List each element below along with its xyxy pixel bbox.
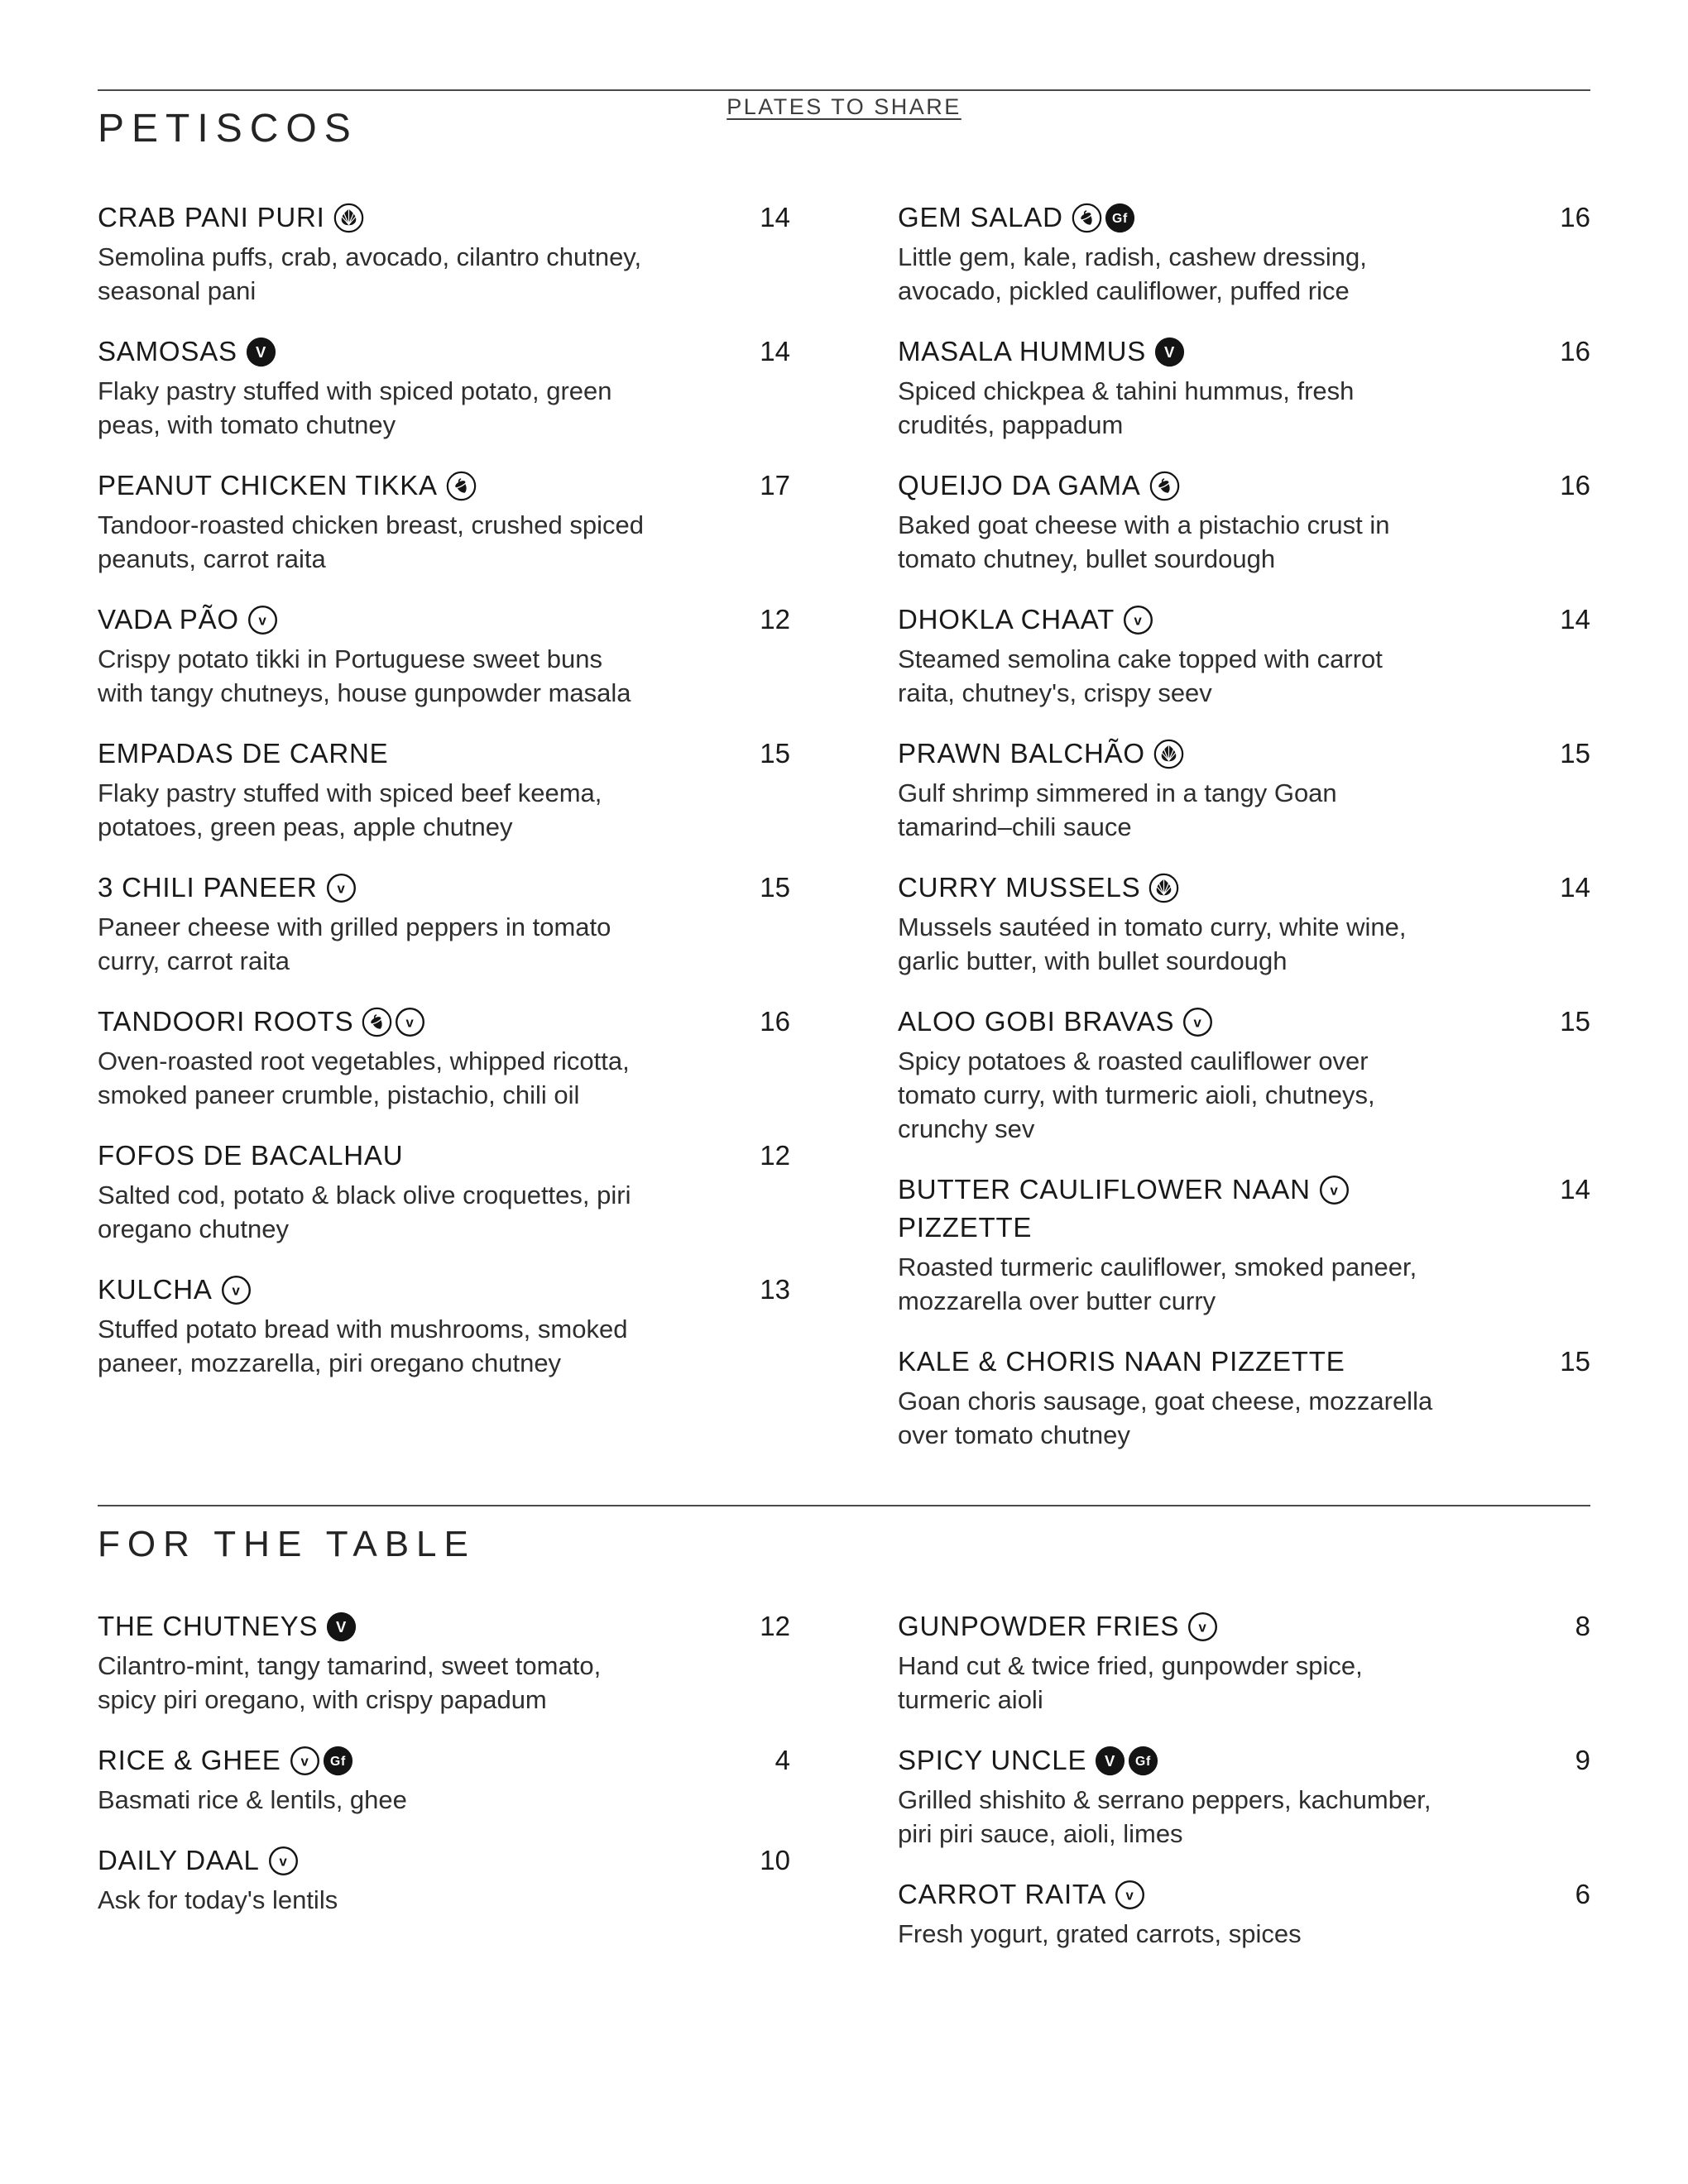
item-price: 15 [760, 872, 790, 903]
svg-text:V: V [1164, 342, 1176, 361]
menu-item [898, 1343, 1590, 1452]
item-price: 17 [760, 470, 790, 500]
item-name: GUNPOWDER FRIES [898, 1611, 1180, 1641]
shellfish-icon [333, 203, 364, 233]
menu-item [98, 1607, 790, 1717]
item-description: Tandoor-roasted chicken breast, crushed spiced peanuts, carrot raita [98, 510, 644, 573]
menu-item [98, 1003, 790, 1112]
menu-item [98, 601, 790, 710]
vegetarian-outline-icon [290, 1746, 320, 1776]
item-price: 6 [1575, 1879, 1590, 1909]
item-icons [1063, 202, 1135, 232]
petiscos-column-right [898, 199, 1590, 1452]
menu-item [98, 1271, 790, 1380]
svg-text:v: v [1330, 1182, 1339, 1199]
nut-icon [446, 471, 477, 501]
item-icons [1140, 872, 1179, 903]
item-icons [318, 872, 357, 903]
menu-item [98, 1842, 790, 1917]
item-description: Steamed semolina cake topped with carrot raita, chutney's, crispy seev [898, 644, 1383, 707]
item-icons [1174, 1006, 1213, 1037]
item-icons [1179, 1611, 1218, 1641]
item-icons [353, 1006, 425, 1037]
petiscos-column-left [98, 199, 790, 1452]
item-icons [325, 202, 364, 232]
vegetarian-outline-icon [1187, 1612, 1218, 1642]
item-name: MASALA HUMMUS [898, 336, 1147, 366]
menu-item [898, 735, 1590, 844]
item-icons [239, 604, 278, 635]
svg-text:v: v [300, 1753, 309, 1770]
shellfish-icon [1153, 739, 1184, 769]
item-price: 14 [1560, 872, 1590, 903]
item-description: Flaky pastry stuffed with spiced potato, green peas, with tomato chutney [98, 376, 612, 439]
item-description: Salted cod, potato & black olive croquettes, piri oregano chutney [98, 1181, 631, 1243]
item-price: 16 [1560, 336, 1590, 366]
menu-item [98, 1741, 790, 1817]
item-price: 12 [760, 604, 790, 635]
gluten-free-icon [323, 1746, 353, 1776]
item-name: DAILY DAAL [98, 1845, 260, 1875]
menu-item [98, 199, 790, 308]
svg-text:Gf: Gf [1111, 212, 1128, 227]
item-icons [260, 1845, 299, 1875]
for-the-table-grid [98, 1607, 1590, 1951]
item-name: KALE & CHORIS NAAN PIZZETTE [898, 1346, 1345, 1377]
item-description: Mussels sautéed in tomato curry, white wine, garlic butter, with bullet sourdough [898, 912, 1407, 975]
shellfish-icon [1149, 873, 1179, 903]
item-description: Spicy potatoes & roasted cauliflower over tomato curry, with turmeric aioli, chutneys, crunchy sev [898, 1046, 1375, 1143]
menu-item [898, 199, 1590, 308]
nut-icon [362, 1007, 392, 1037]
section-for-the-table [98, 1505, 1590, 1951]
menu-subtitle: PLATES TO SHARE [727, 94, 961, 119]
item-name: TANDOORI ROOTS [98, 1006, 354, 1037]
item-name: DHOKLA CHAAT [898, 604, 1115, 635]
item-description: Stuffed potato bread with mushrooms, smoked paneer, mozzarella, piri oregano chutney [98, 1315, 628, 1377]
item-name: PEANUT CHICKEN TIKKA [98, 470, 438, 500]
petiscos-grid [98, 199, 1590, 1452]
menu-item [98, 869, 790, 978]
vegetarian-outline-icon [247, 605, 278, 635]
item-name: FOFOS DE BACALHAU [98, 1140, 404, 1171]
item-name: CRAB PANI PURI [98, 202, 325, 232]
item-description: Spiced chickpea & tahini hummus, fresh crudités, pappadum [898, 376, 1355, 439]
menu-item [898, 1741, 1590, 1851]
gluten-free-icon [1128, 1746, 1158, 1776]
svg-text:Gf: Gf [1135, 1755, 1152, 1770]
item-description: Oven-roasted root vegetables, whipped ricotta, smoked paneer crumble, pistachio, chili oil [98, 1046, 630, 1109]
item-name: ALOO GOBI BRAVAS [898, 1006, 1175, 1037]
item-icons [281, 1745, 353, 1775]
item-name: KULCHA [98, 1274, 213, 1305]
item-name: THE CHUTNEYS [98, 1611, 319, 1641]
svg-text:v: v [1134, 612, 1143, 629]
vegetarian-outline-icon [326, 873, 357, 903]
nut-icon [1072, 203, 1102, 233]
menu-item [898, 1875, 1590, 1951]
svg-text:v: v [258, 612, 267, 629]
item-name: 3 CHILI PANEER [98, 872, 318, 903]
item-name-line2: PIZZETTE [898, 1212, 1033, 1243]
svg-text:v: v [405, 1014, 415, 1031]
item-icons [318, 1611, 357, 1641]
vegetarian-outline-icon [221, 1275, 252, 1305]
item-icons [1115, 604, 1153, 635]
svg-text:v: v [337, 880, 345, 897]
svg-text:Gf: Gf [329, 1755, 346, 1770]
item-price: 15 [1560, 1006, 1590, 1037]
item-price: 14 [1560, 1174, 1590, 1205]
menu-item [898, 869, 1590, 978]
vegetarian-filled-icon [1154, 337, 1185, 367]
item-price: 16 [760, 1006, 790, 1037]
vegetarian-filled-icon [246, 337, 276, 367]
for-the-table-column-right [898, 1607, 1590, 1951]
item-description: Flaky pastry stuffed with spiced beef keema, potatoes, green peas, apple chutney [98, 778, 602, 841]
item-price: 14 [1560, 604, 1590, 635]
item-name: CARROT RAITA [898, 1879, 1107, 1909]
item-price: 16 [1560, 202, 1590, 232]
item-price: 14 [760, 202, 790, 232]
item-icons [438, 470, 477, 500]
section-title-for-the-table: FOR THE TABLE [98, 1524, 476, 1564]
vegetarian-filled-icon [326, 1612, 357, 1642]
section-divider [98, 1505, 1590, 1506]
item-name: GEM SALAD [898, 202, 1063, 232]
vegetarian-outline-icon [1182, 1007, 1213, 1037]
item-price: 4 [774, 1745, 790, 1775]
menu-item [98, 1137, 790, 1246]
item-price: 14 [760, 336, 790, 366]
item-description: Cilantro-mint, tangy tamarind, sweet tomato, spicy piri oregano, with crispy papadum [98, 1651, 602, 1714]
vegetarian-filled-icon [1095, 1746, 1125, 1776]
svg-text:v: v [279, 1853, 288, 1870]
item-icons [213, 1274, 252, 1305]
item-price: 15 [1560, 1346, 1590, 1377]
item-price: 15 [1560, 738, 1590, 769]
item-description: Little gem, kale, radish, cashew dressing, avocado, pickled cauliflower, puffed rice [898, 242, 1367, 305]
menu-item [98, 467, 790, 576]
menu-item [98, 333, 790, 442]
item-name: BUTTER CAULIFLOWER NAAN [898, 1174, 1311, 1205]
top-divider [98, 89, 1590, 91]
menu-item [898, 601, 1590, 710]
item-price: 15 [760, 738, 790, 769]
item-price: 12 [760, 1611, 790, 1641]
item-price: 10 [760, 1845, 790, 1875]
item-description: Crispy potato tikki in Portuguese sweet buns with tangy chutneys, house gunpowder masala [98, 644, 631, 707]
svg-text:v: v [1198, 1619, 1207, 1636]
menu-item [898, 1171, 1590, 1318]
item-icons [1146, 336, 1185, 366]
svg-text:V: V [255, 342, 266, 361]
item-icons [1145, 738, 1184, 769]
item-description: Grilled shishito & serrano peppers, kachumber, piri piri sauce, aioli, limes [898, 1785, 1431, 1848]
nut-icon [1149, 471, 1180, 501]
vegetarian-outline-icon [268, 1846, 299, 1876]
item-icons [1311, 1174, 1350, 1205]
item-price: 12 [760, 1140, 790, 1171]
vegetarian-outline-icon [395, 1007, 425, 1037]
item-name: QUEIJO DA GAMA [898, 470, 1141, 500]
item-description: Hand cut & twice fried, gunpowder spice, turmeric aioli [898, 1651, 1363, 1714]
gluten-free-icon [1105, 203, 1135, 233]
item-name: PRAWN BALCHÃO [898, 738, 1145, 769]
item-icons [237, 336, 276, 366]
svg-text:V: V [1105, 1751, 1116, 1770]
svg-text:v: v [232, 1282, 241, 1299]
item-description: Basmati rice & lentils, ghee [98, 1785, 407, 1814]
section-title-petiscos: PETISCOS [98, 107, 358, 151]
item-name: SPICY UNCLE [898, 1745, 1087, 1775]
svg-text:v: v [1193, 1014, 1202, 1031]
item-description: Baked goat cheese with a pistachio crust in tomato chutney, bullet sourdough [898, 510, 1390, 573]
item-description: Semolina puffs, crab, avocado, cilantro chutney, seasonal pani [98, 242, 642, 305]
item-price: 9 [1575, 1745, 1590, 1775]
vegetarian-outline-icon [1123, 605, 1153, 635]
for-the-table-column-left [98, 1607, 790, 1951]
item-icons [1141, 470, 1180, 500]
item-name: EMPADAS DE CARNE [98, 738, 389, 769]
item-name: SAMOSAS [98, 336, 237, 366]
item-name: VADA PÃO [98, 604, 239, 635]
svg-text:V: V [336, 1617, 348, 1636]
menu-item [898, 1003, 1590, 1146]
item-description: Ask for today's lentils [98, 1885, 338, 1914]
item-description: Paneer cheese with grilled peppers in tomato curry, carrot raita [98, 912, 611, 975]
menu-item [898, 467, 1590, 576]
menu-item [98, 735, 790, 844]
menu-item [898, 333, 1590, 442]
menu-item [898, 1607, 1590, 1717]
item-price: 16 [1560, 470, 1590, 500]
svg-text:v: v [1125, 1887, 1134, 1904]
section-petiscos-header [98, 89, 1590, 154]
item-description: Gulf shrimp simmered in a tangy Goan tamarind–chili sauce [898, 778, 1337, 841]
vegetarian-outline-icon [1115, 1880, 1145, 1910]
item-price: 13 [760, 1274, 790, 1305]
item-icons [1106, 1879, 1145, 1909]
item-price: 8 [1575, 1611, 1590, 1641]
item-icons [1086, 1745, 1158, 1775]
item-description: Fresh yogurt, grated carrots, spices [898, 1919, 1302, 1948]
item-description: Roasted turmeric cauliflower, smoked paneer, mozzarella over butter curry [898, 1252, 1417, 1315]
item-description: Goan choris sausage, goat cheese, mozzarella over tomato chutney [898, 1387, 1433, 1449]
item-name: RICE & GHEE [98, 1745, 281, 1775]
item-name: CURRY MUSSELS [898, 872, 1141, 903]
vegetarian-outline-icon [1319, 1175, 1350, 1205]
